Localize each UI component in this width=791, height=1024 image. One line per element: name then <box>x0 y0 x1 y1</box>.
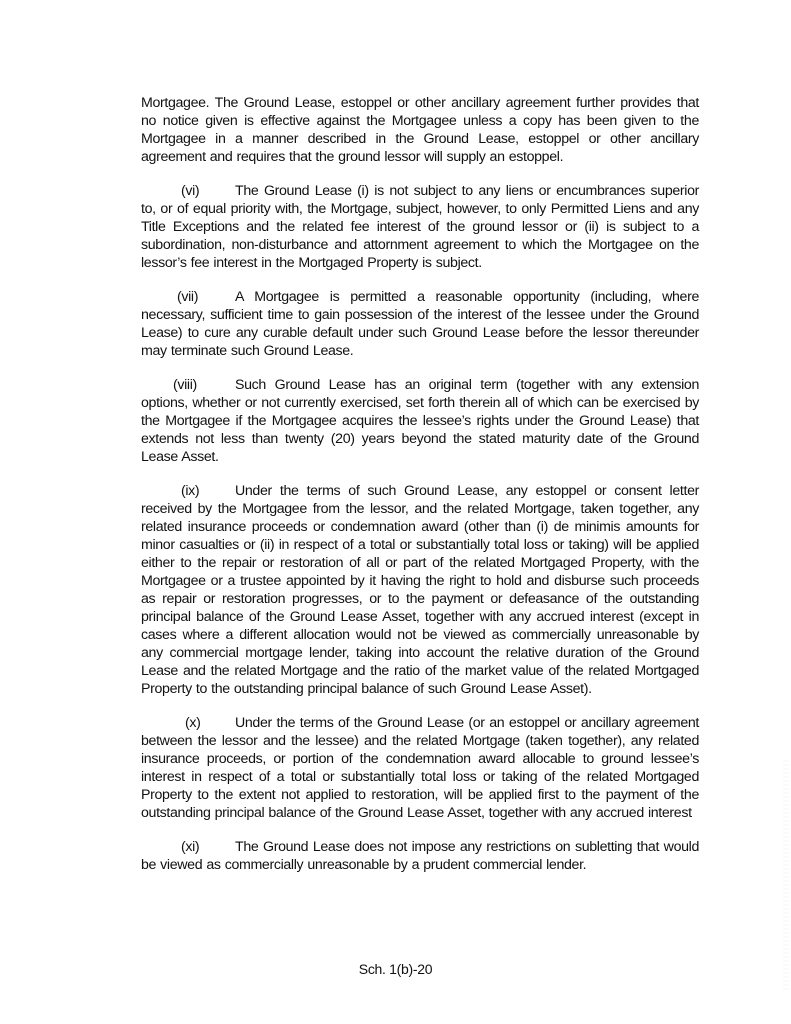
paragraph-text: The Ground Lease does not impose any restrictions on subletting that would be viewed as commercially unreasonable by a prudent commercial lender. <box>141 839 699 873</box>
paragraph-text: A Mortgagee is permitted a reasonable opportunity (including, where necessary, sufficient time to gain possession of the interest of the lessee under the Ground Lease) to cure any curable default under such Ground Lease before the lessor thereunder may terminate such Ground Lease. <box>141 289 699 359</box>
paragraph-viii <box>141 376 699 466</box>
paragraph-xi <box>141 838 699 874</box>
paragraph-number: (viii) <box>173 377 197 393</box>
paragraph-number: (xi) <box>181 839 200 855</box>
paragraph-ix <box>141 482 699 698</box>
paragraph-number: (ix) <box>181 483 200 499</box>
paragraph-vii <box>141 288 699 360</box>
paragraph-continuation <box>141 94 699 166</box>
paragraph-text: Under the terms of such Ground Lease, any estoppel or consent letter received by the Mortgagee from the lessor, and the related Mortgage, taken together, any related insurance proceeds or condemnation award (other than (i) de minimis amounts for minor casualties or (ii) in respect of a total or substantially total loss or taking) will be applied either to the repair or restoration of all or part of the related Mortgaged Property, with the Mortgagee or a trustee appointed by it having the right to hold and disburse such proceeds as repair or restoration progresses, or to the payment or defeasance of the outstanding principal balance of the Ground Lease Asset, together with any accrued interest (except in cases where a different allocation would not be viewed as commercially unreasonable by any commercial mortgage lender, taking into account the relative duration of the Ground Lease and the related Mortgage and the ratio of the market value of the related Mortgaged Property to the outstanding principal balance of such Ground Lease Asset). <box>141 483 699 697</box>
paragraph-vi <box>141 182 699 272</box>
paragraph-text: Under the terms of the Ground Lease (or an estoppel or ancillary agreement between the lessor and the lessee) and the related Mortgage (taken together), any related insurance proceeds, or portion of the condemnation award allocable to ground lessee’s interest in respect of a total or substantially total loss or taking of the related Mortgaged Property to the extent not applied to restoration, will be applied first to the payment of the outstanding principal balance of the Ground Lease Asset, together with any accrued interest <box>141 715 699 821</box>
paragraph-text: Mortgagee. The Ground Lease, estoppel or other ancillary agreement further provides that no notice given is effective against the Mortgagee unless a copy has been given to the Mortgagee in a manner described in the Ground Lease, estoppel or other ancillary agreement and requires that the ground lessor will supply an estoppel. <box>141 95 699 165</box>
paragraph-number: (vii) <box>177 289 199 305</box>
page-number-label: Sch. 1(b)-20 <box>358 961 433 977</box>
paragraph-number: (vi) <box>181 183 200 199</box>
paragraph-text: The Ground Lease (i) is not subject to any liens or encumbrances superior to, or of equal priority with, the Mortgage, subject, however, to only Permitted Liens and any Title Exceptions and the related fee interest of the ground lessor or (ii) is subject to a subordination, non-disturbance and attornment agreement to which the Mortgagee on the lessor’s fee interest in the Mortgaged Property is subject. <box>141 183 699 271</box>
scan-artifact <box>783 760 789 990</box>
paragraph-text: Such Ground Lease has an original term (together with any extension options, whether or not currently exercised, set forth therein all of which can be exercised by the Mortgagee if the Mortgagee acquires the lessee’s rights under the Ground Lease) that extends not less than twenty (20) years beyond the stated maturity date of the Ground Lease Asset. <box>141 377 699 465</box>
paragraph-x <box>141 714 699 822</box>
page-footer <box>0 961 791 977</box>
document-body <box>141 94 699 890</box>
paragraph-number: (x) <box>185 715 201 731</box>
